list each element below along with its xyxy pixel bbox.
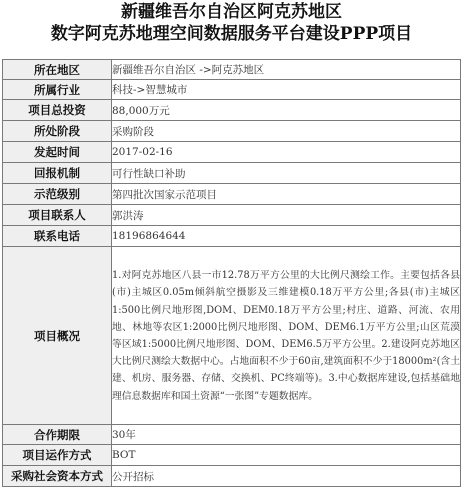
row-label: 项目运作方式: [3, 445, 112, 466]
table-row: [3, 247, 461, 425]
table-row: [3, 100, 461, 121]
row-label: 合作期限: [3, 425, 112, 445]
table-row: [3, 121, 461, 142]
row-label: 项目联系人: [3, 205, 112, 226]
table-row: [3, 163, 461, 184]
row-label: 所属行业: [3, 80, 112, 100]
row-label: 示范级别: [3, 184, 112, 205]
row-value-overview: 1.对阿克苏地区八县一市12.78万平方公里的大比例尺测绘工作。主要包括各县(市)主城区0.05m倾斜航空摄影及三维建模0.18万平方公里;各县(市)主城区1:500比例尺地形图,DOM、DEM0.18万平方公里;村庄、道路、河流、农用地、林地等农区1:2000比例尺地形图、DOM、DEM6.1万平方公里;山区荒漠等区域1:5000比例尺地形图、DOM、DEM6.5万平方公里。2.建设阿克苏地区大比例尺测绘大数据中心。占地面积不少于60亩,建筑面积不少于18000m²(含土建、机房、服务器、存储、交换机、PC终端等)。3.中心数据库建设,包括基础地理信息数据库和国土资源“一张图”专题数据库。: [112, 247, 461, 425]
table-row: [3, 142, 461, 163]
row-value: 公开招标: [112, 466, 461, 487]
table-row: [3, 80, 461, 100]
row-label: 项目概况: [3, 247, 112, 425]
row-value: 88,000万元: [112, 100, 461, 121]
row-value: 2017-02-16: [112, 142, 461, 163]
row-value: 郭洪涛: [112, 205, 461, 226]
table-row: [3, 466, 461, 487]
row-label: 发起时间: [3, 142, 112, 163]
row-value: 第四批次国家示范项目: [112, 184, 461, 205]
title-line-1: 新疆维吾尔自治区阿克苏地区: [121, 2, 342, 22]
row-label: 采购社会资本方式: [3, 466, 112, 487]
document-title: [0, 2, 463, 45]
row-value: BOT: [112, 445, 461, 466]
row-value: 新疆维吾尔自治区 ->阿克苏地区: [112, 60, 461, 80]
table-row: [3, 226, 461, 247]
row-value: 可行性缺口补助: [112, 163, 461, 184]
table-row: [3, 205, 461, 226]
row-label: 所处阶段: [3, 121, 112, 142]
table-row: [3, 184, 461, 205]
row-value: 30年: [112, 425, 461, 445]
row-label: 联系电话: [3, 226, 112, 247]
table-row: [3, 445, 461, 466]
table-row: [3, 60, 461, 80]
row-value: 科技->智慧城市: [112, 80, 461, 100]
title-line-2: 数字阿克苏地理空间数据服务平台建设PPP项目: [50, 24, 413, 44]
row-label: 所在地区: [3, 60, 112, 80]
project-info-table: [2, 59, 461, 487]
row-label: 回报机制: [3, 163, 112, 184]
row-value: 18196864644: [112, 226, 461, 247]
row-label: 项目总投资: [3, 100, 112, 121]
row-value: 采购阶段: [112, 121, 461, 142]
table-row: [3, 425, 461, 445]
